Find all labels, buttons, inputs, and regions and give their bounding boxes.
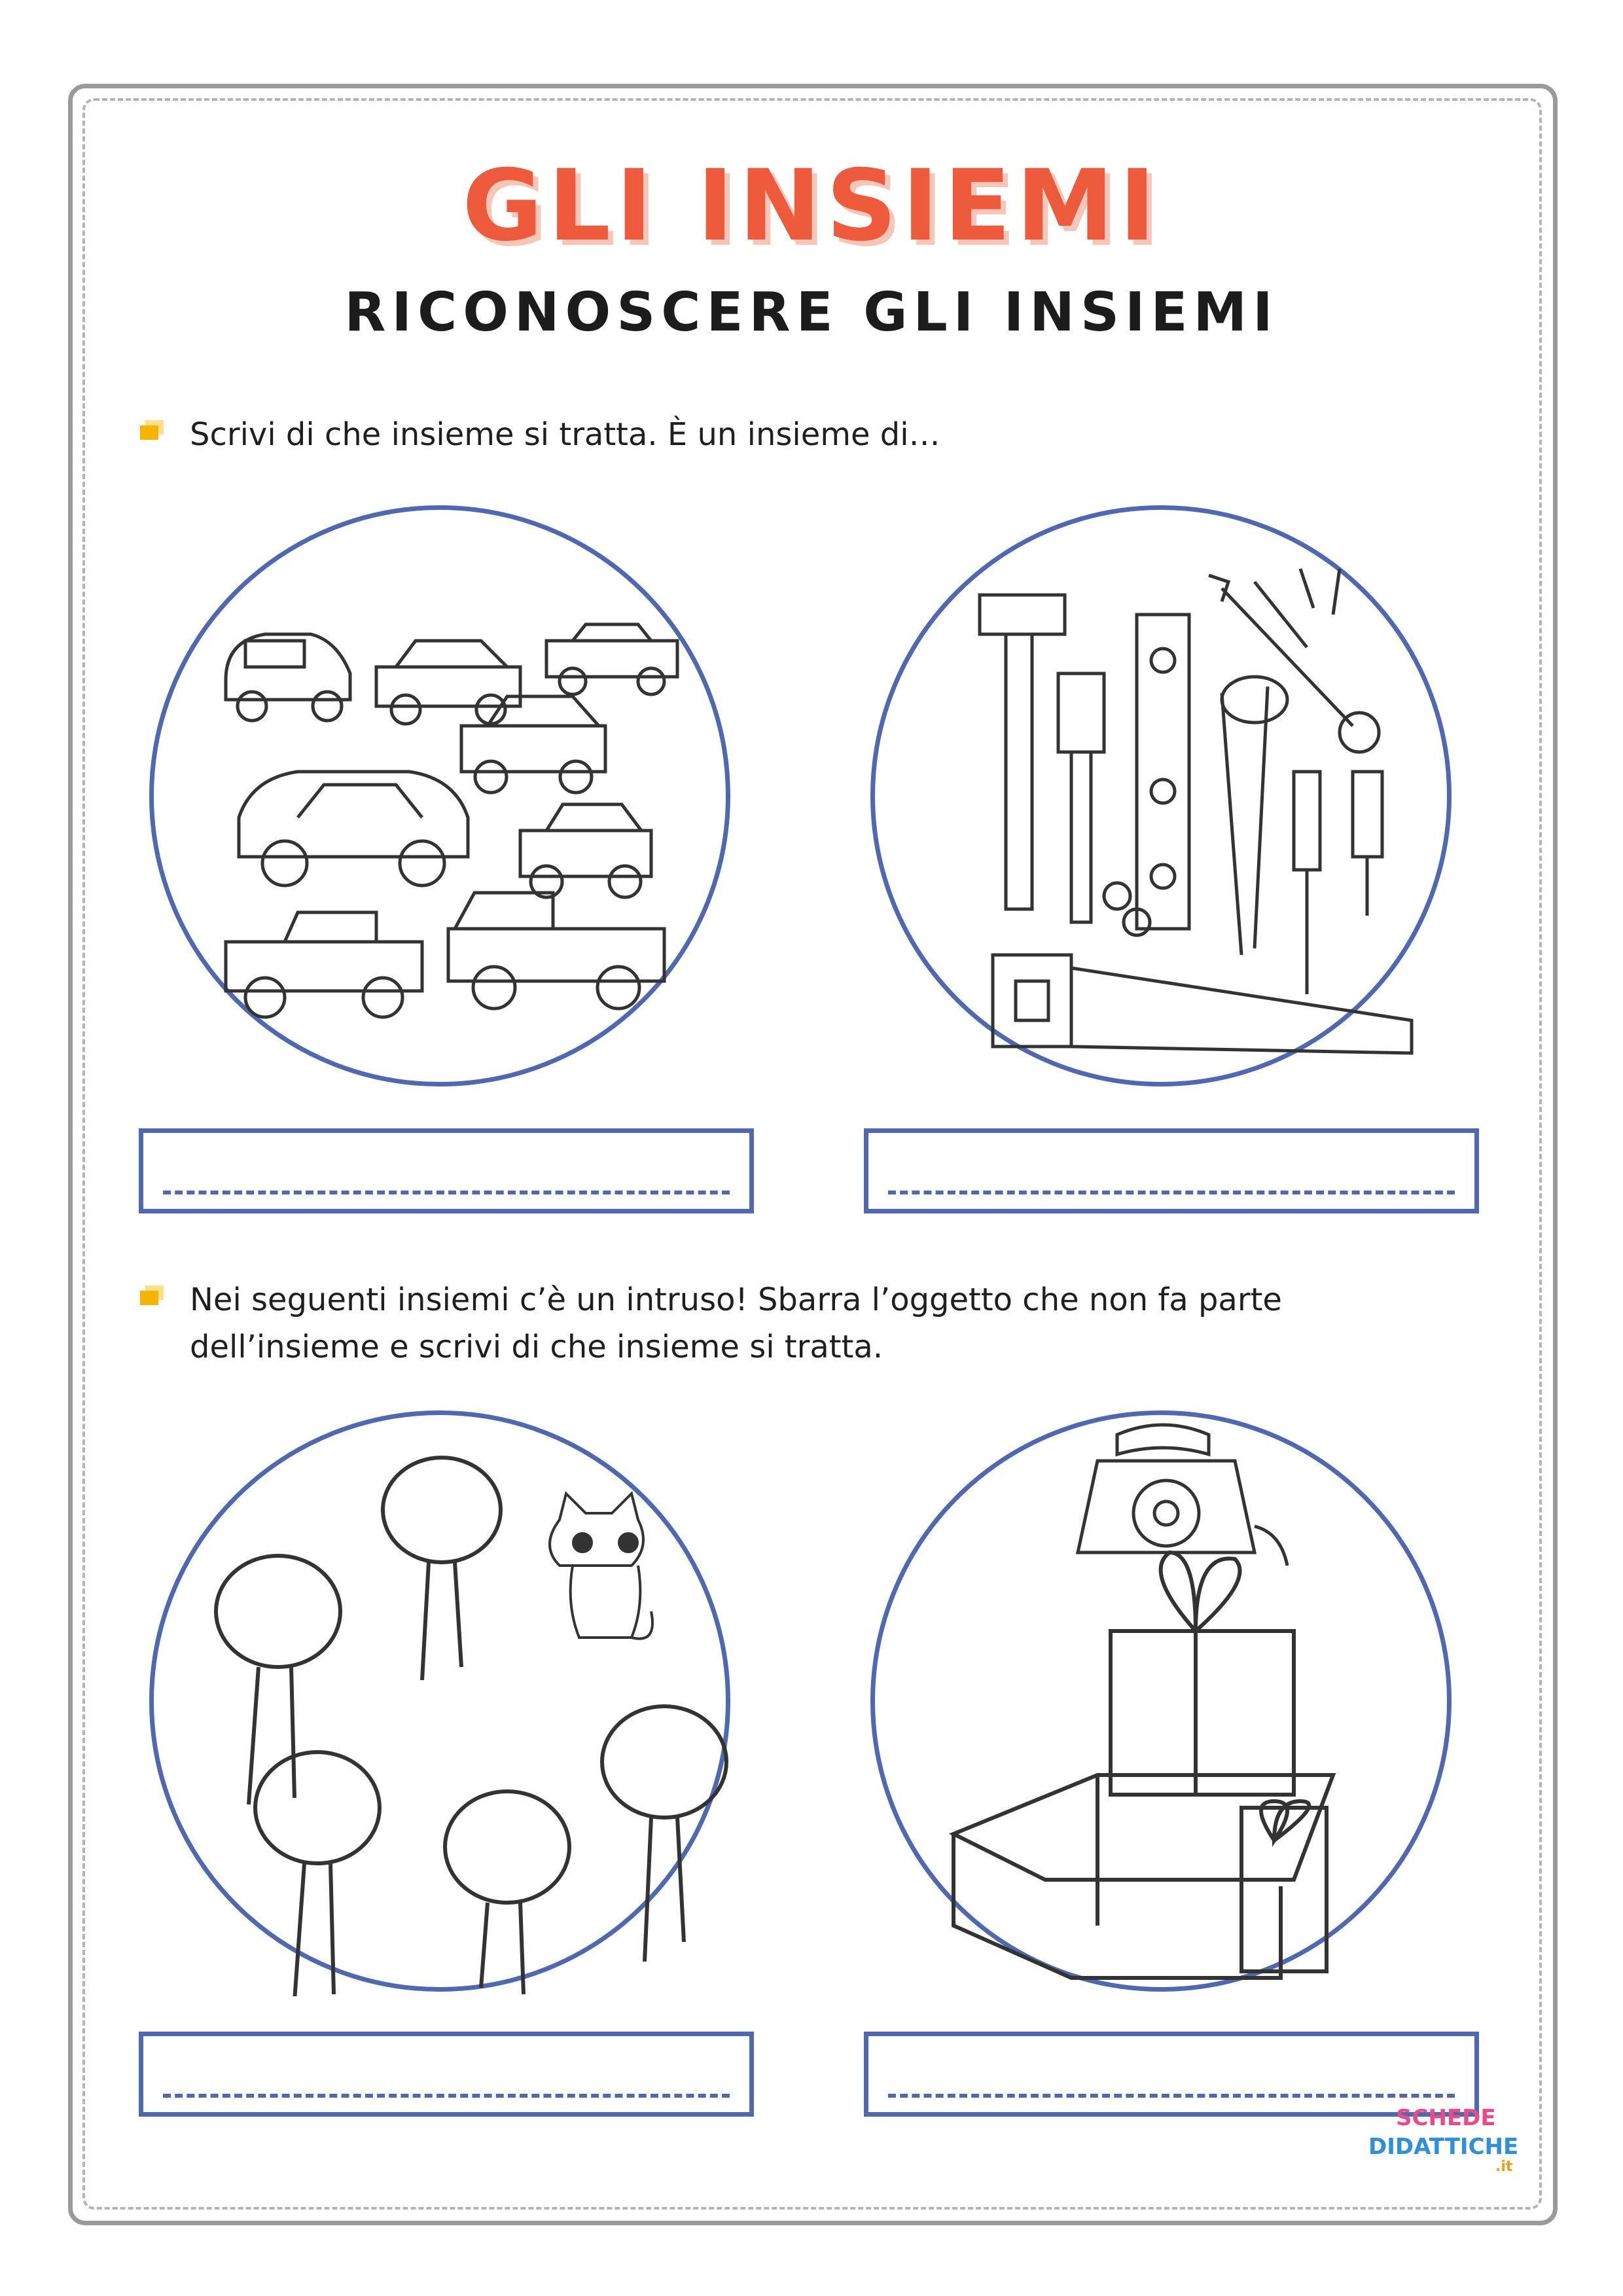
set-circle-cars [149,505,730,1086]
brush-icon [1058,673,1104,922]
car-7 [226,912,422,1017]
car-1 [226,634,350,721]
set-circle-trees [149,1410,730,1992]
answer-box-1[interactable] [139,1128,754,1213]
bullet-icon [139,419,165,441]
wrench-icon [1209,575,1379,752]
car-5 [239,772,468,886]
page-title: GLI INSIEMI [462,149,1161,263]
pliers-icon [1222,677,1287,955]
answer-box-2[interactable] [864,1128,1479,1213]
tools-icon [875,510,1456,1091]
instruction-2-line-1: Nei seguenti insiemi c’è un intruso! Sbarra l’oggetto che non fa parte [190,1282,1282,1318]
answer-line [163,1191,730,1194]
cat-icon [154,1415,735,1996]
answer-box-3[interactable] [139,2032,754,2117]
set-circle-gifts [870,1410,1452,1992]
telephone-icon [875,1415,1456,1996]
car-3 [546,624,677,694]
hammer-icon [980,595,1065,909]
car-8 [448,893,664,1009]
page-subtitle: RICONOSCERE GLI INSIEMI [344,281,1279,344]
saw-icon [993,955,1412,1053]
answer-line [888,1191,1455,1194]
set-circle-tools [870,505,1452,1086]
instruction-1: Scrivi di che insieme si tratta. È un insieme di… [190,416,940,453]
instruction-2-line-2: dell’insieme e scrivi di che insieme si tratta. [190,1329,883,1365]
logo-suffix: .it [1495,2159,1513,2175]
bullet-icon [139,1284,165,1306]
level-icon [1137,615,1189,929]
schede-didattiche-logo [1364,2098,1528,2176]
logo-line-1: SCHEDE [1396,2105,1496,2131]
cars-icon [154,510,735,1091]
instruction-2 [190,1276,1282,1371]
car-6 [520,804,651,897]
logo-line-2: DIDATTICHE [1368,2134,1519,2160]
screwdriver-icon [1294,772,1382,994]
car-4 [461,696,605,793]
answer-line [163,2094,730,2098]
